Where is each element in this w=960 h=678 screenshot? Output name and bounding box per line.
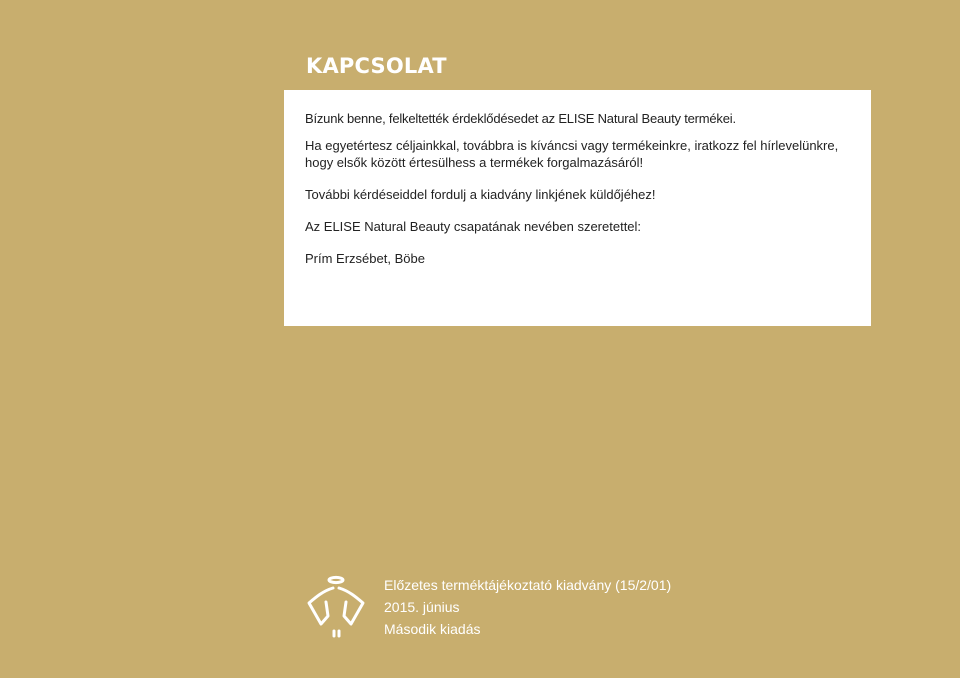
newsletter-line-1: Ha egyetértesz céljainkkal, továbbra is kíváncsi vagy termékeinkre, iratkozz fel hírlevelünkre, — [305, 138, 839, 153]
intro-paragraph: Bízunk benne, felkeltették érdeklődésedet az ELISE Natural Beauty termékei. — [305, 111, 736, 126]
newsletter-paragraph — [305, 137, 865, 171]
angel-logo-icon — [306, 572, 366, 638]
questions-paragraph: További kérdéseiddel fordulj a kiadvány linkjének küldőjéhez! — [305, 187, 656, 202]
contact-panel — [284, 90, 871, 326]
publication-title: Előzetes terméktájékoztató kiadvány (15/2/01) — [384, 577, 672, 593]
page-title: KAPCSOLAT — [306, 54, 447, 78]
closing-paragraph: Az ELISE Natural Beauty csapatának nevében szeretettel: — [305, 219, 642, 234]
edition-label: Második kiadás — [384, 621, 481, 637]
newsletter-line-2: hogy elsők között értesülhess a termékek forgalmazásáról! — [305, 155, 644, 170]
contact-text — [305, 110, 865, 282]
publication-info — [384, 574, 804, 640]
publication-date: 2015. június — [384, 599, 460, 615]
signature: Prím Erzsébet, Böbe — [305, 251, 425, 266]
